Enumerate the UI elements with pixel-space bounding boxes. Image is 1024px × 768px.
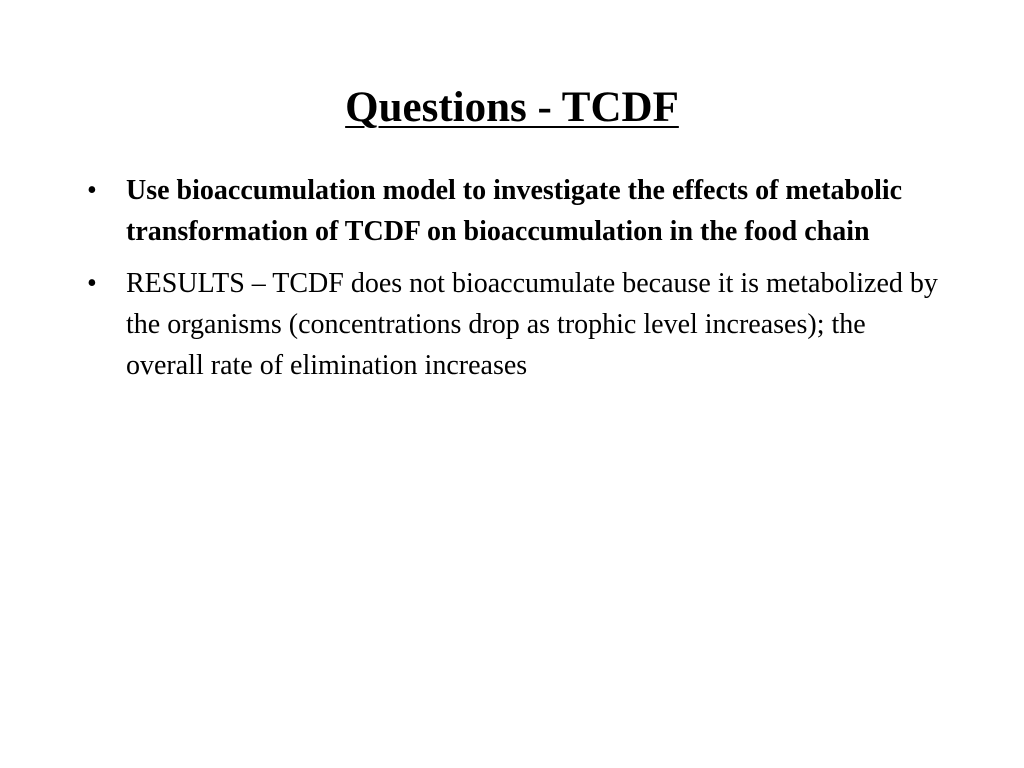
bullet-item — [87, 170, 947, 252]
bullet-item — [87, 263, 947, 386]
bullet-text-results: RESULTS – TCDF does not bioaccumulate because it is metabolized by the organisms (concentrations drop as trophic level increases); the overall rate of elimination increases — [126, 268, 938, 381]
bullet-text-question: Use bioaccumulation model to investigate the effects of metabolic transformation of TCDF on bioaccumulation in the food chain — [126, 175, 903, 247]
bullet-marker: • — [87, 268, 97, 299]
bullet-marker: • — [87, 175, 97, 206]
bullet-list — [87, 170, 947, 397]
slide-title: Questions - TCDF — [345, 84, 679, 131]
